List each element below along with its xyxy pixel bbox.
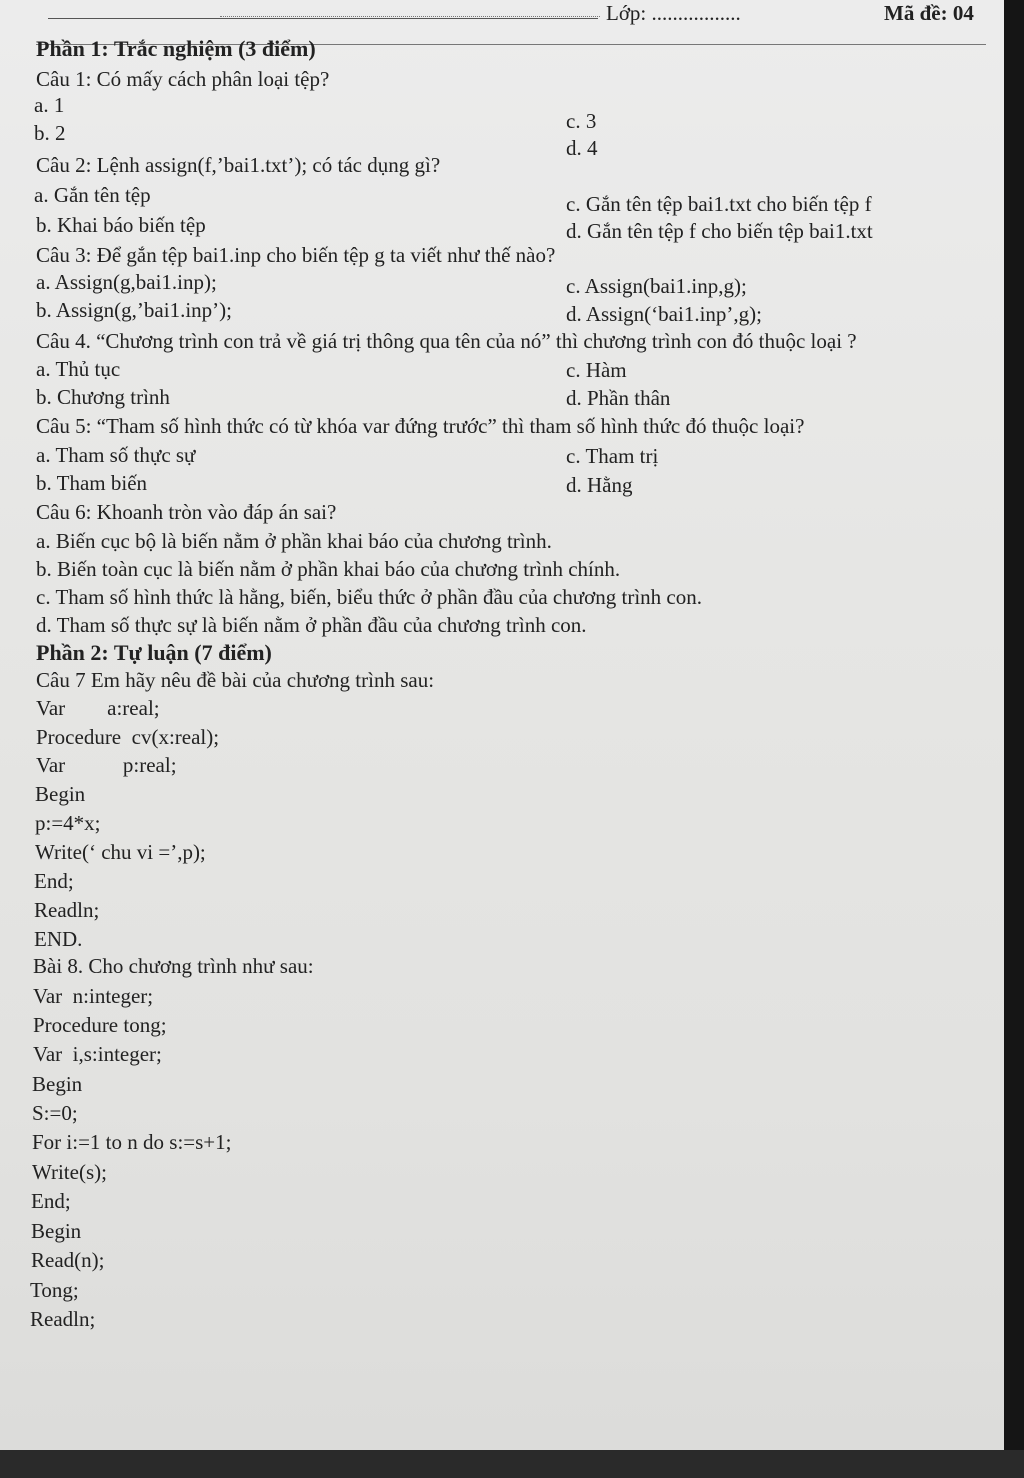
q8-code-line: For i:=1 to n do s:=s+1; [32,1130,232,1154]
q5-option-b: b. Tham biến [36,471,148,495]
part2-title: Phần 2: Tự luận (7 điểm) [36,640,272,665]
q8-code-line: Begin [32,1072,83,1096]
q2-option-c: c. Gắn tên tệp bai1.txt cho biến tệp f [566,192,872,216]
header-line [48,18,598,19]
header-dotted-line [220,4,600,17]
q6-text: Câu 6: Khoanh tròn vào đáp án sai? [36,500,337,524]
q7-code-line: Procedure cv(x:real); [36,725,220,749]
q8-code-line: Write(s); [32,1160,107,1184]
q4-option-a: a. Thủ tục [36,357,121,381]
q8-text: Bài 8. Cho chương trình như sau: [33,954,314,978]
q8-code-line: Begin [31,1219,82,1243]
q1-option-b: b. 2 [34,121,66,145]
q1-option-d: d. 4 [566,136,598,160]
q8-code-line: Tong; [30,1278,79,1302]
q2-text: Câu 2: Lệnh assign(f,’bai1.txt’); có tác dụng gì? [36,153,441,177]
q2-option-d: d. Gắn tên tệp f cho biến tệp bai1.txt [566,219,873,243]
q8-code-line: End; [31,1189,71,1213]
q4-option-d: d. Phần thân [566,386,671,410]
q8-code-line: Procedure tong; [33,1013,167,1037]
photo-dark-edge-bottom [0,1450,1024,1478]
q1-option-a: a. 1 [34,93,65,117]
q4-option-c: c. Hàm [566,358,627,382]
q8-code-line: Var n:integer; [33,984,154,1008]
q3-option-c: c. Assign(bai1.inp,g); [566,274,747,298]
q5-option-c: c. Tham trị [566,444,659,468]
q4-text: Câu 4. “Chương trình con trả về giá trị thông qua tên của nó” thì chương trình con đó thuộc loại ? [36,329,857,353]
photo-dark-edge-right [1004,0,1024,1478]
class-label: Lớp: ................. [606,1,741,25]
q5-option-d: d. Hằng [566,473,633,497]
part1-title: Phần 1: Trắc nghiệm (3 điểm) [36,36,316,61]
q5-option-a: a. Tham số thực sự [36,443,196,467]
q7-code-line: Readln; [34,898,100,922]
q3-option-b: b. Assign(g,’bai1.inp’); [36,298,232,322]
q8-code-line: S:=0; [32,1101,78,1125]
q7-code-line: p:=4*x; [35,811,101,835]
q4-option-b: b. Chương trình [36,385,170,409]
q6-option-d: d. Tham số thực sự là biến nằm ở phần đầu của chương trình con. [36,613,587,637]
q7-code-line: Var p:real; [36,753,177,777]
q7-code-line: Var a:real; [36,696,160,720]
q7-text: Câu 7 Em hãy nêu đề bài của chương trình sau: [36,668,435,692]
exam-code: Mã đề: 04 [884,1,974,25]
q2-option-b: b. Khai báo biến tệp [36,213,206,237]
q8-code-line: Var i,s:integer; [33,1042,162,1066]
q8-code-line: Readln; [30,1307,96,1331]
q8-code-line: Read(n); [31,1248,105,1272]
q7-code-line: Write(‘ chu vi =’,p); [35,840,206,864]
q6-option-a: a. Biến cục bộ là biến nằm ở phần khai báo của chương trình. [36,529,552,553]
q1-option-c: c. 3 [566,109,597,133]
q7-code-line: End; [34,869,74,893]
q3-option-d: d. Assign(‘bai1.inp’,g); [566,302,762,326]
q7-code-line: Begin [35,782,86,806]
q1-text: Câu 1: Có mấy cách phân loại tệp? [36,67,330,91]
q2-option-a: a. Gắn tên tệp [34,183,151,207]
q3-text: Câu 3: Để gắn tệp bai1.inp cho biến tệp g ta viết như thế nào? [36,243,556,267]
q7-code-line: END. [34,927,83,951]
q6-option-b: b. Biến toàn cục là biến nằm ở phần khai báo của chương trình chính. [36,557,621,581]
q5-text: Câu 5: “Tham số hình thức có từ khóa var đứng trước” thì tham số hình thức đó thuộc loại? [36,414,805,438]
q6-option-c: c. Tham số hình thức là hằng, biến, biểu thức ở phần đầu của chương trình con. [36,585,702,609]
q3-option-a: a. Assign(g,bai1.inp); [36,270,217,294]
